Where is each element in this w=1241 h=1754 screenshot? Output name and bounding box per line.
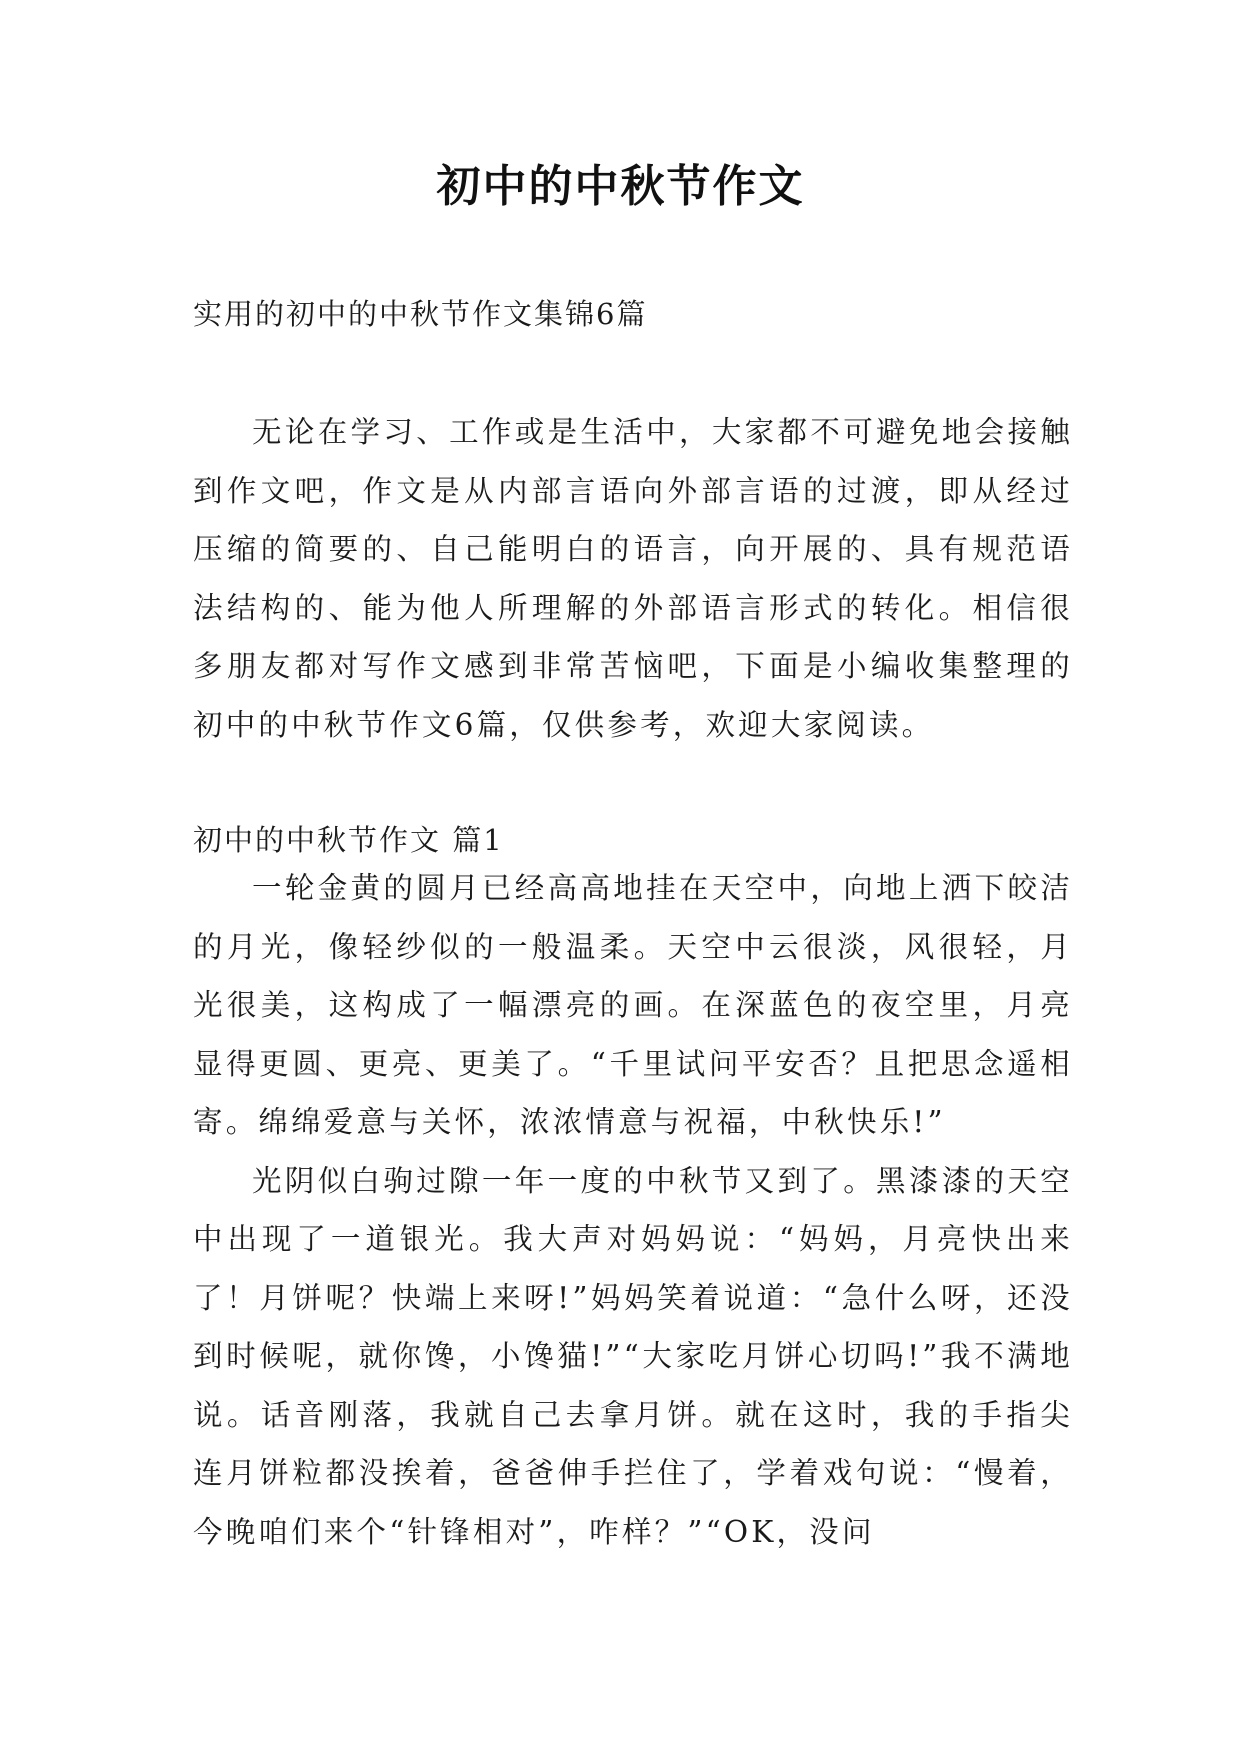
intro-block [193,403,1073,754]
essay-paragraph-2: 光阴似白驹过隙一年一度的中秋节又到了。黑漆漆的天空中出现了一道银光。我大声对妈妈说：“妈妈，月亮快出来了！月饼呢？快端上来呀!”妈妈笑着说道：“急什么呀，还没到时候呢，就你馋，小馋猫!”“大家吃月饼心切吗!”我不满地说。话音刚落，我就自己去拿月饼。就在这时，我的手指尖连月饼粒都没挨着，爸爸伸手拦住了，学着戏句说：“慢着，今晚咱们来个“针锋相对”，咋样？”“OK，没问 [193,1163,1073,1549]
section-heading: 初中的中秋节作文 篇1 [193,823,504,857]
document-subtitle: 实用的初中的中秋节作文集锦6篇 [193,297,648,331]
essay-paragraph-1: 一轮金黄的圆月已经高高地挂在天空中，向地上洒下皎洁的月光，像轻纱似的一般温柔。天空中云很淡，风很轻，月光很美，这构成了一幅漂亮的画。在深蓝色的夜空里，月亮显得更圆、更亮、更美了。“千里试问平安否？且把思念遥相寄。绵绵爱意与关怀，浓浓情意与祝福，中秋快乐!” [193,871,1073,1139]
intro-paragraph: 无论在学习、工作或是生活中，大家都不可避免地会接触到作文吧，作文是从内部言语向外部言语的过渡，即从经过压缩的简要的、自己能明白的语言，向开展的、具有规范语法结构的、能为他人所理解的外部语言形式的转化。相信很多朋友都对写作文感到非常苦恼吧，下面是小编收集整理的初中的中秋节作文6篇，仅供参考，欢迎大家阅读。 [193,415,1073,742]
document-title: 初中的中秋节作文 [436,161,805,212]
essay-body [193,859,1073,1561]
